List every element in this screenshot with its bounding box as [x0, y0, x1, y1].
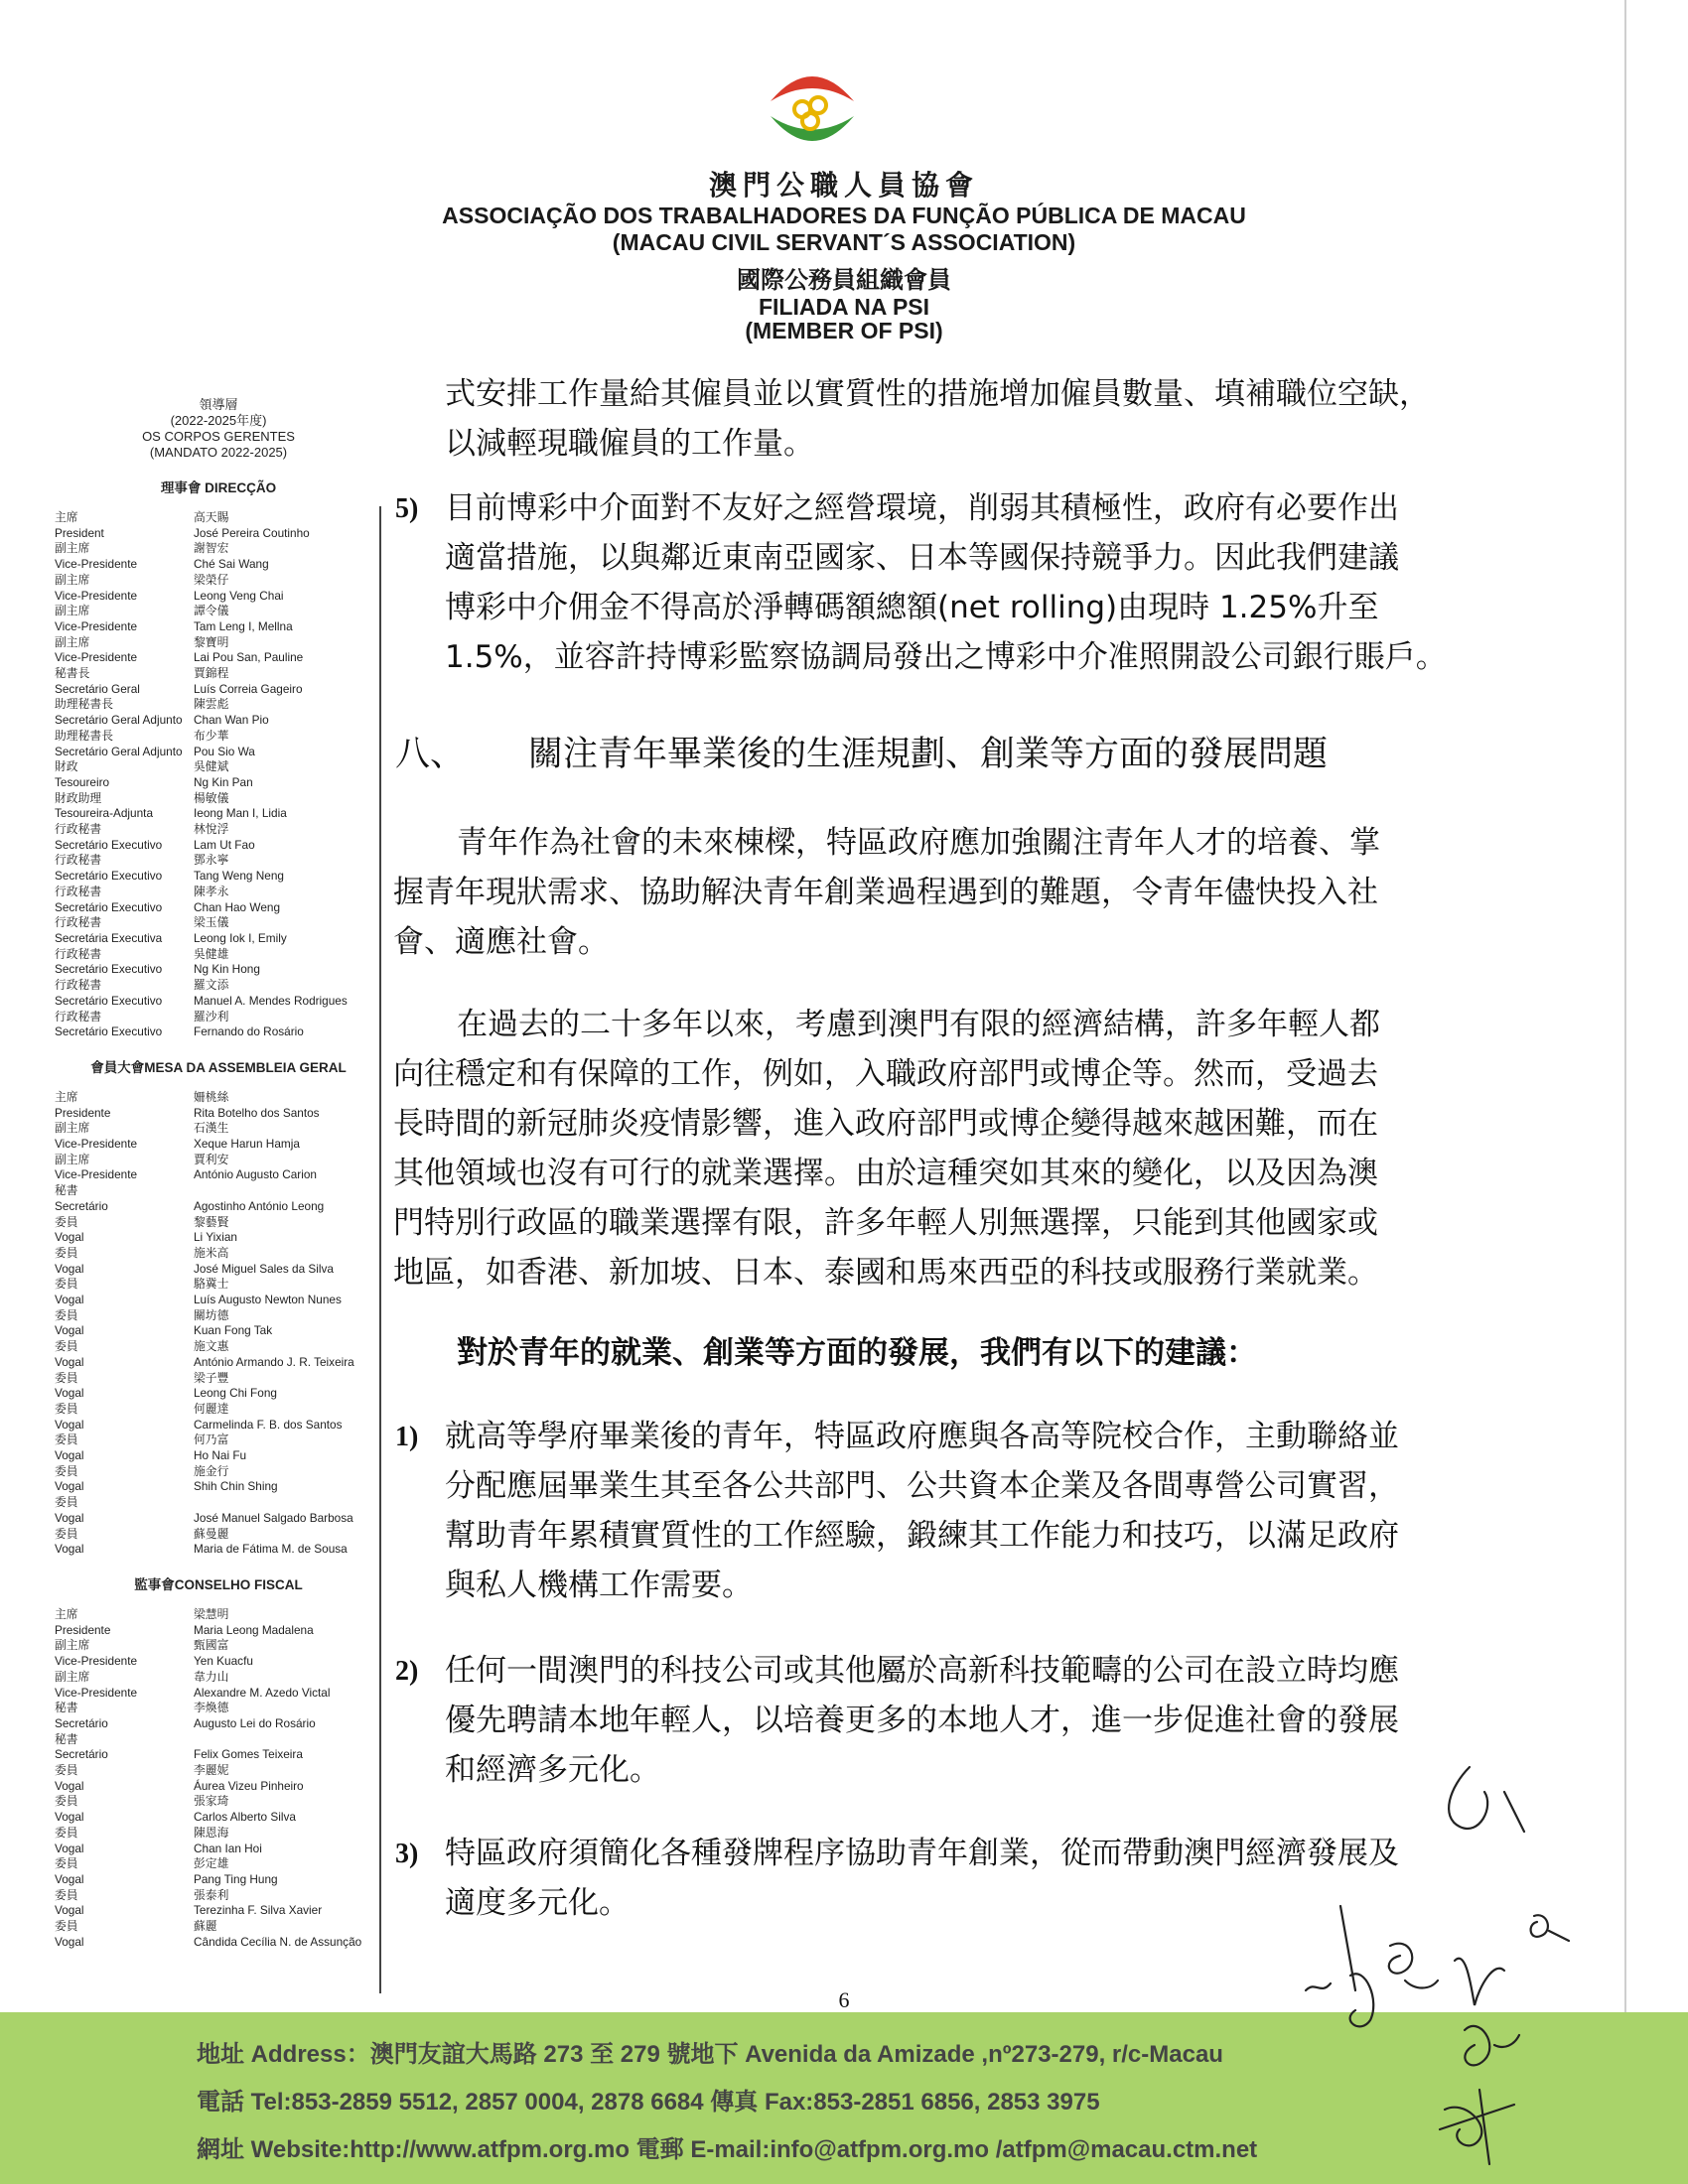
- member-role: Vice-Presidente: [55, 650, 138, 665]
- org-name-zh: 澳門公職人員協會: [708, 169, 979, 202]
- member-name: Cândida Cecília N. de Assunção: [194, 1934, 362, 1949]
- psi-member-pt: FILIADA NA PSI: [758, 294, 930, 320]
- member-role: Vogal: [55, 1230, 84, 1245]
- member-role: Vogal: [55, 1934, 84, 1949]
- member-role: 委員: [55, 1370, 78, 1385]
- sidebar-member-row: [55, 1810, 382, 1826]
- member-name: António Armando J. R. Teixeira: [194, 1354, 354, 1369]
- sidebar-member-row: [55, 1542, 382, 1558]
- sidebar-member-row: [55, 1826, 382, 1842]
- sidebar-member-row: [55, 838, 382, 854]
- member-role: 主席: [55, 510, 78, 524]
- sidebar-member-row: [55, 1277, 382, 1293]
- sidebar-member-row: [55, 619, 382, 635]
- sidebar-member-row: [55, 589, 382, 605]
- member-name: Li Yixian: [194, 1230, 237, 1245]
- member-name: 關坊德: [194, 1307, 229, 1322]
- member-role: Presidente: [55, 1622, 111, 1637]
- member-role: 主席: [55, 1607, 78, 1621]
- sidebar-member-row: [55, 1794, 382, 1810]
- member-name: Pang Ting Hung: [194, 1871, 278, 1886]
- sidebar-member-row: [55, 1121, 382, 1137]
- paragraph-1: 青年作為社會的未來棟樑，特區政府應加強關注青年人才的培養、掌 握青年現狀需求、協助解決青年創業過程遇到的難題，令青年儘快投入社 會、適應社會。: [393, 825, 1380, 960]
- member-role: Vice-Presidente: [55, 1654, 138, 1669]
- member-name: Alexandre M. Azedo Victal: [194, 1685, 331, 1700]
- member-name: 楊敏儀: [194, 790, 229, 805]
- member-role: 副主席: [55, 1638, 90, 1653]
- sidebar-member-row: [55, 1137, 382, 1153]
- member-role: Vice-Presidente: [55, 557, 138, 572]
- member-role: Secretário: [55, 1747, 108, 1762]
- member-name: 施金行: [194, 1463, 229, 1478]
- member-name: 林悅浮: [194, 822, 229, 837]
- member-name: Chan Ian Hoi: [194, 1841, 262, 1855]
- member-role: Vice-Presidente: [55, 1137, 138, 1152]
- page-edge-line: [1624, 0, 1626, 2184]
- member-role: 委員: [55, 1433, 78, 1447]
- sidebar-member-row: [55, 1479, 382, 1495]
- member-name: 甄國富: [194, 1638, 229, 1653]
- sidebar-member-row: [55, 1230, 382, 1246]
- member-name: 黎藝賢: [194, 1214, 229, 1229]
- member-name: Ho Nai Fu: [194, 1448, 247, 1463]
- sidebar-member-row: [55, 759, 382, 775]
- sidebar-member-row: [55, 1654, 382, 1670]
- member-role: Vogal: [55, 1448, 84, 1463]
- sidebar-member-row: [55, 1511, 382, 1527]
- member-role: Vice-Presidente: [55, 618, 138, 633]
- sidebar-member-row: [55, 1919, 382, 1935]
- sidebar-member-row: [55, 869, 382, 885]
- sidebar-member-row: [55, 1199, 382, 1215]
- member-name: Luís Augusto Newton Nunes: [194, 1293, 342, 1307]
- member-role: Vogal: [55, 1510, 84, 1525]
- member-role: 委員: [55, 1401, 78, 1416]
- item-number: 1): [395, 1422, 419, 1452]
- member-role: Secretário Geral Adjunto: [55, 713, 183, 728]
- sidebar-member-row: [55, 1433, 382, 1448]
- member-name: 鄧永寧: [194, 853, 229, 868]
- member-role: Vice-Presidente: [55, 588, 138, 603]
- member-role: 副主席: [55, 1121, 90, 1136]
- sidebar-member-row: [55, 1747, 382, 1763]
- member-name: António Augusto Carion: [194, 1167, 317, 1182]
- member-role: 委員: [55, 1794, 78, 1809]
- sidebar-member-row: [55, 1339, 382, 1355]
- member-role: Tesoureiro: [55, 774, 110, 789]
- member-name: 梁子豐: [194, 1370, 229, 1385]
- sidebar-member-row: [55, 666, 382, 682]
- member-role: Vogal: [55, 1810, 84, 1825]
- member-role: 行政秘書: [55, 822, 102, 837]
- member-role: Vice-Presidente: [55, 1685, 138, 1700]
- member-name: 蘇曼麗: [194, 1526, 229, 1541]
- member-name: Felix Gomes Teixeira: [194, 1747, 303, 1762]
- member-name: 陳恩海: [194, 1825, 229, 1840]
- sidebar-heading: 領導層 (2022-2025年度) OS CORPOS GERENTES (MANDATO 2022-2025): [142, 397, 295, 460]
- member-name: Rita Botelho dos Santos: [194, 1105, 320, 1120]
- sidebar-member-row: [55, 1183, 382, 1199]
- member-name: Áurea Vizeu Pinheiro: [194, 1778, 304, 1793]
- member-role: Vogal: [55, 1261, 84, 1276]
- member-role: 秘書: [55, 1183, 78, 1198]
- member-name: Manuel A. Mendes Rodrigues: [194, 993, 348, 1008]
- member-name: Agostinho António Leong: [194, 1198, 325, 1213]
- sidebar-member-row: [55, 557, 382, 573]
- member-name: Luís Correia Gageiro: [194, 681, 303, 696]
- member-name: 施米高: [194, 1245, 229, 1260]
- member-role: Secretário: [55, 1715, 108, 1730]
- item-number: 2): [395, 1656, 419, 1687]
- sidebar-member-row: [55, 1701, 382, 1716]
- member-role: 行政秘書: [55, 884, 102, 898]
- member-name: Tang Weng Neng: [194, 869, 284, 884]
- member-role: 財政助理: [55, 790, 102, 805]
- member-name: Pou Sio Wa: [194, 744, 255, 758]
- member-name: 梁榮仔: [194, 572, 229, 587]
- member-role: Vogal: [55, 1354, 84, 1369]
- member-role: 副主席: [55, 604, 90, 618]
- sidebar-member-row: [55, 775, 382, 791]
- member-role: Vogal: [55, 1542, 84, 1557]
- sidebar-member-row: [55, 1763, 382, 1779]
- member-name: 蘇麗: [194, 1919, 217, 1934]
- sidebar-member-row: [55, 1935, 382, 1951]
- proposal-intro: 對於青年的就業、創業等方面的發展，我們有以下的建議：: [457, 1335, 1257, 1371]
- sidebar-member-row: [55, 604, 382, 619]
- member-role: Vogal: [55, 1903, 84, 1918]
- sidebar-member-row: [55, 947, 382, 963]
- member-role: 秘書: [55, 1701, 78, 1715]
- sidebar-member-row: [55, 635, 382, 651]
- member-role: Secretário Geral Adjunto: [55, 744, 183, 758]
- member-role: 委員: [55, 1245, 78, 1260]
- member-name: 駱冀士: [194, 1277, 229, 1292]
- sidebar-member-row: [55, 541, 382, 557]
- member-name: José Miguel Sales da Silva: [194, 1261, 334, 1276]
- member-name: Maria Leong Madalena: [194, 1622, 314, 1637]
- psi-member-en: (MEMBER OF PSI): [745, 318, 943, 343]
- sidebar-section-title: 監事會CONSELHO FISCAL: [134, 1577, 303, 1592]
- sidebar-member-row: [55, 1167, 382, 1183]
- sidebar-member-row: [55, 1402, 382, 1418]
- member-name: Xeque Harun Hamja: [194, 1137, 300, 1152]
- member-role: Secretário Geral: [55, 681, 140, 696]
- member-name: 何麗達: [194, 1401, 229, 1416]
- member-name: 黎寶明: [194, 634, 229, 649]
- sidebar-member-row: [55, 806, 382, 822]
- sidebar-member-row: [55, 1308, 382, 1324]
- member-role: 委員: [55, 1277, 78, 1292]
- member-role: Vogal: [55, 1386, 84, 1401]
- member-role: 副主席: [55, 572, 90, 587]
- member-name: 賈錦程: [194, 666, 229, 681]
- member-name: Carlos Alberto Silva: [194, 1810, 296, 1825]
- member-role: 秘書: [55, 1731, 78, 1746]
- member-role: 助理秘書長: [55, 728, 113, 743]
- member-role: 行政秘書: [55, 915, 102, 930]
- member-role: 委員: [55, 1339, 78, 1354]
- member-role: 委員: [55, 1307, 78, 1322]
- member-name: 陳雲彪: [194, 697, 229, 712]
- member-name: 施文惠: [194, 1339, 229, 1354]
- member-name: Lam Ut Fao: [194, 837, 255, 852]
- member-name: Shih Chin Shing: [194, 1479, 278, 1494]
- member-role: Secretário Executivo: [55, 869, 163, 884]
- member-name: 李麗妮: [194, 1763, 229, 1778]
- member-name: 張家琦: [194, 1794, 229, 1809]
- member-role: 委員: [55, 1856, 78, 1871]
- member-name: 張泰利: [194, 1887, 229, 1902]
- member-name: Augusto Lei do Rosário: [194, 1715, 316, 1730]
- sidebar-member-row: [55, 915, 382, 931]
- sidebar-member-row: [55, 1856, 382, 1872]
- item-2-text: 任何一間澳門的科技公司或其他屬於高新科技範疇的公司在設立時均應 優先聘請本地年輕人，以培養更多的本地人才，進一步促進社會的發展 和經濟多元化。: [445, 1653, 1399, 1788]
- member-role: Vogal: [55, 1293, 84, 1307]
- member-role: 委員: [55, 1214, 78, 1229]
- member-role: 副主席: [55, 634, 90, 649]
- member-name: [194, 1732, 382, 1748]
- member-role: Secretário Executivo: [55, 899, 163, 914]
- section-heading: 關注青年畢業後的生涯規劃、創業等方面的發展問題: [528, 735, 1329, 774]
- sidebar-member-row: [55, 682, 382, 698]
- sidebar-member-row: [55, 729, 382, 745]
- member-name: Leong Veng Chai: [194, 588, 284, 603]
- member-role: 委員: [55, 1919, 78, 1934]
- member-name: 李煥德: [194, 1701, 229, 1715]
- sidebar-member-row: [55, 791, 382, 807]
- sidebar-member-row: [55, 1355, 382, 1371]
- vertical-divider: [379, 506, 381, 1993]
- member-name: 賈利安: [194, 1152, 229, 1166]
- sidebar-member-row: [55, 1386, 382, 1402]
- member-role: 行政秘書: [55, 978, 102, 993]
- footer-address: 地址 Address：澳門友誼大馬路 273 至 279 號地下 Avenida da Amizade ,nº273-279, r/c-Macau: [197, 2041, 1223, 2068]
- member-name: 石漢生: [194, 1121, 229, 1136]
- member-role: 委員: [55, 1763, 78, 1778]
- member-role: 副主席: [55, 541, 90, 556]
- sidebar-member-row: [55, 1448, 382, 1464]
- sidebar-member-row: [55, 978, 382, 994]
- section-number: 八、: [395, 735, 466, 774]
- member-name: Tam Leng I, Mellna: [194, 618, 293, 633]
- sidebar-member-row: [55, 1293, 382, 1308]
- sidebar-member-row: [55, 1262, 382, 1278]
- member-name: Kuan Fong Tak: [194, 1323, 273, 1338]
- member-role: Vogal: [55, 1841, 84, 1855]
- member-name: 梁玉儀: [194, 915, 229, 930]
- member-role: Secretário Executivo: [55, 1024, 163, 1039]
- member-name: Maria de Fátima M. de Sousa: [194, 1542, 348, 1557]
- member-name: 譚令儀: [194, 604, 229, 618]
- member-name: [194, 1495, 382, 1511]
- sidebar-member-row: [55, 1732, 382, 1748]
- sidebar-member-row: [55, 1716, 382, 1732]
- member-role: 秘書長: [55, 666, 90, 681]
- member-name: Fernando do Rosário: [194, 1024, 304, 1039]
- sidebar-member-row: [55, 900, 382, 916]
- member-name: 謝智宏: [194, 541, 229, 556]
- member-role: 委員: [55, 1463, 78, 1478]
- member-role: 行政秘書: [55, 1009, 102, 1024]
- member-name: 羅沙利: [194, 1009, 229, 1024]
- sidebar-member-row: [55, 1670, 382, 1686]
- member-name: Ng Kin Hong: [194, 962, 260, 977]
- item-1-text: 就高等學府畢業後的青年，特區政府應與各高等院校合作，主動聯絡並 分配應屆畢業生其至各公共部門、公共資本企業及各間專營公司實習， 幫助青年累積實質性的工作經驗，鍛練其工作能力和技巧，以滿足政府 與私人機構工作需要。: [445, 1419, 1399, 1603]
- sidebar-member-row: [55, 1495, 382, 1511]
- sidebar-member-row: [55, 1527, 382, 1543]
- member-role: 主席: [55, 1089, 78, 1104]
- member-name: 吳健雄: [194, 946, 229, 961]
- sidebar-member-row: [55, 1323, 382, 1339]
- sidebar-member-row: [55, 885, 382, 900]
- member-name: 吳健斌: [194, 759, 229, 774]
- item-5-text: 目前博彩中介面對不友好之經營環境，削弱其積極性，政府有必要作出 適當措施，以與鄰近東南亞國家、日本等國保持競爭力。因此我們建議 博彩中介佣金不得高於淨轉碼額總額(net rolling)由現時 1.25%升至 1.5%，並容許持博彩監察協調局發出之博彩中介准照開設公司銀行賬戶。: [445, 490, 1447, 675]
- member-name: José Manuel Salgado Barbosa: [194, 1510, 353, 1525]
- member-name: 梁慧明: [194, 1607, 229, 1621]
- governing-bodies-sidebar: [55, 397, 382, 1950]
- sidebar-member-row: [55, 1903, 382, 1919]
- member-role: 委員: [55, 1887, 78, 1902]
- member-role: 副主席: [55, 1669, 90, 1684]
- sidebar-member-row: [55, 1842, 382, 1857]
- member-name: Leong Iok I, Emily: [194, 930, 287, 945]
- member-name: 羅文添: [194, 978, 229, 993]
- member-name: Yen Kuacfu: [194, 1654, 253, 1669]
- page-number: 6: [838, 1987, 850, 2012]
- member-role: 副主席: [55, 1152, 90, 1166]
- member-name: Terezinha F. Silva Xavier: [194, 1903, 323, 1918]
- sidebar-section-title: 理事會 DIRECÇÃO: [160, 480, 277, 495]
- member-role: Secretária Executiva: [55, 930, 163, 945]
- sidebar-member-row: [55, 1686, 382, 1702]
- member-role: 助理秘書長: [55, 697, 113, 712]
- sidebar-member-row: [55, 1638, 382, 1654]
- sidebar-member-row: [55, 1779, 382, 1795]
- sidebar-member-row: [55, 853, 382, 869]
- member-name: Leong Chi Fong: [194, 1386, 277, 1401]
- sidebar-member-row: [55, 1607, 382, 1623]
- member-name: Carmelinda F. B. dos Santos: [194, 1417, 343, 1432]
- member-role: Secretário: [55, 1198, 108, 1213]
- member-name: Chan Hao Weng: [194, 899, 281, 914]
- member-role: Vogal: [55, 1871, 84, 1886]
- sidebar-member-row: [55, 1464, 382, 1480]
- member-role: 行政秘書: [55, 853, 102, 868]
- sidebar-member-row: [55, 510, 382, 526]
- sidebar-member-row: [55, 1418, 382, 1433]
- sidebar-member-row: [55, 526, 382, 542]
- member-name: 陳孝永: [194, 884, 229, 898]
- member-role: 委員: [55, 1526, 78, 1541]
- paragraph-2: 在過去的二十多年以來，考慮到澳門有限的經濟結構，許多年輕人都 向往穩定和有保障的工作，例如，入職政府部門或博企等。然而，受過去 長時間的新冠肺炎疫情影響，進入政府部門或博企變得越來越困難，而在 其他領域也沒有可行的就業選擇。由於這種突如其來的變化，以及因為澳 門特別行政區的職業選擇有限，許多年輕人別無選擇，只能到其他國家或 地區，如香港、新加坡、日本、泰國和馬來西亞的科技或服務行業就業。: [393, 1007, 1380, 1291]
- sidebar-member-row: [55, 573, 382, 589]
- member-role: Vice-Presidente: [55, 1167, 138, 1182]
- member-role: Vogal: [55, 1479, 84, 1494]
- member-role: Secretário Executivo: [55, 962, 163, 977]
- handwritten-signatures: [1281, 1747, 1618, 2184]
- sidebar-member-row: [55, 1215, 382, 1231]
- member-name: 彭定雄: [194, 1856, 229, 1871]
- member-name: Ieong Man I, Lidia: [194, 806, 287, 821]
- member-name: [194, 1183, 382, 1199]
- member-role: Secretário Executivo: [55, 837, 163, 852]
- psi-member-zh: 國際公務員組織會員: [737, 266, 951, 294]
- member-role: Vogal: [55, 1778, 84, 1793]
- association-logo: [763, 62, 862, 171]
- member-name: 高天賜: [194, 510, 229, 524]
- item-3-text: 特區政府須簡化各種發牌程序協助青年創業，從而帶動澳門經濟發展及 適度多元化。: [445, 1836, 1399, 1921]
- sidebar-member-row: [55, 962, 382, 978]
- member-name: 布少華: [194, 728, 229, 743]
- sidebar-member-row: [55, 1872, 382, 1888]
- item-number: 5): [395, 493, 419, 524]
- sidebar-member-row: [55, 1106, 382, 1122]
- member-role: President: [55, 525, 104, 540]
- sidebar-member-row: [55, 1888, 382, 1904]
- sidebar-member-row: [55, 697, 382, 713]
- sidebar-member-row: [55, 713, 382, 729]
- member-role: Secretário Executivo: [55, 993, 163, 1008]
- org-name-pt: ASSOCIAÇÃO DOS TRABALHADORES DA FUNÇÃO PÚBLICA DE MACAU: [442, 203, 1246, 228]
- sidebar-member-row: [55, 1153, 382, 1168]
- item-number: 3): [395, 1839, 419, 1869]
- sidebar-member-row: [55, 1623, 382, 1639]
- continued-paragraph: 式安排工作量給其僱員並以實質性的措施增加僱員數量、填補職位空缺， 以減輕現職僱員的工作量。: [445, 376, 1430, 462]
- member-name: Chan Wan Pio: [194, 713, 269, 728]
- sidebar-member-row: [55, 1024, 382, 1040]
- footer-website: 網址 Website:http://www.atfpm.org.mo 電郵 E-mail:info@atfpm.org.mo /atfpm@macau.ctm.net: [197, 2136, 1258, 2163]
- member-role: 委員: [55, 1495, 78, 1510]
- org-name-en: (MACAU CIVIL SERVANT´S ASSOCIATION): [612, 229, 1076, 255]
- member-role: Tesoureira-Adjunta: [55, 806, 154, 821]
- member-role: Vogal: [55, 1323, 84, 1338]
- sidebar-member-row: [55, 745, 382, 760]
- member-name: Ché Sai Wang: [194, 557, 269, 572]
- member-name: Ng Kin Pan: [194, 774, 253, 789]
- sidebar-sections: [55, 477, 382, 1950]
- sidebar-section-title: 會員大會MESA DA ASSEMBLEIA GERAL: [90, 1059, 347, 1075]
- sidebar-member-row: [55, 931, 382, 947]
- member-role: 財政: [55, 759, 78, 774]
- footer-phone: 電話 Tel:853-2859 5512, 2857 0004, 2878 6684 傳真 Fax:853-2851 6856, 2853 3975: [197, 2089, 1100, 2116]
- member-name: José Pereira Coutinho: [194, 525, 310, 540]
- member-role: Vogal: [55, 1417, 84, 1432]
- member-role: Presidente: [55, 1105, 111, 1120]
- sidebar-member-row: [55, 1010, 382, 1025]
- sidebar-member-row: [55, 1090, 382, 1106]
- sidebar-member-row: [55, 1371, 382, 1387]
- member-name: 何乃富: [194, 1433, 229, 1447]
- sidebar-member-row: [55, 1246, 382, 1262]
- sidebar-member-row: [55, 650, 382, 666]
- member-role: 行政秘書: [55, 946, 102, 961]
- member-role: 委員: [55, 1825, 78, 1840]
- member-name: 韋力山: [194, 1669, 229, 1684]
- member-name: 姍桃絲: [194, 1089, 229, 1104]
- sidebar-member-row: [55, 994, 382, 1010]
- sidebar-member-row: [55, 822, 382, 838]
- member-name: Lai Pou San, Pauline: [194, 650, 304, 665]
